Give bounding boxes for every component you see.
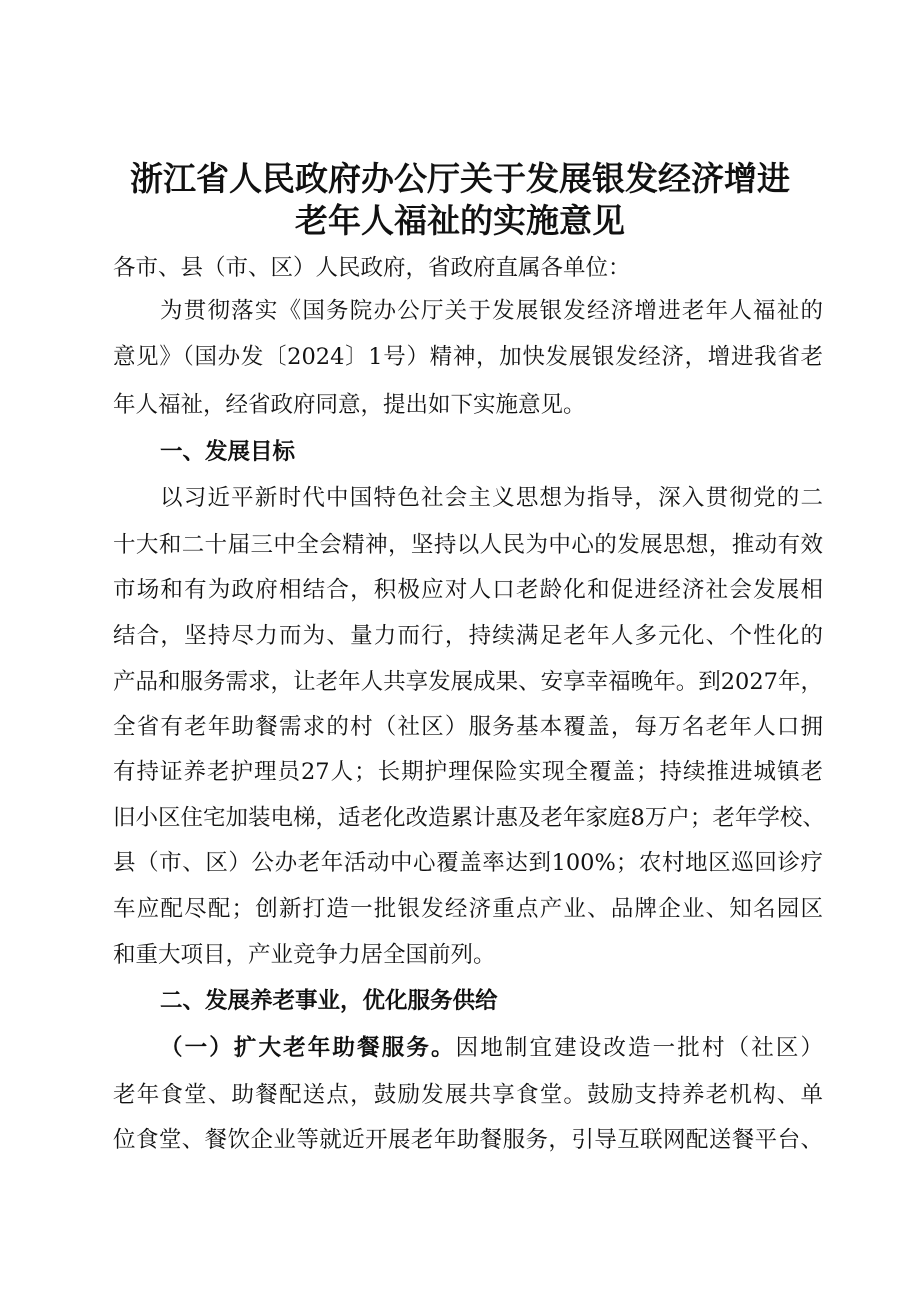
- paragraph-line: 市场和有为政府相结合，积极应对人口老龄化和促进经济社会发展相: [113, 577, 823, 603]
- paragraph-line: 车应配尽配；创新打造一批银发经济重点产业、品牌企业、知名园区: [113, 896, 823, 922]
- paragraph-line: 老年食堂、助餐配送点，鼓励发展共享食堂。鼓励支持养老机构、单: [113, 1082, 823, 1108]
- paragraph-line: 有持证养老护理员27人；长期护理保险实现全覆盖；持续推进城镇老: [113, 759, 823, 785]
- paragraph-line: 县（市、区）公办老年活动中心覆盖率达到100%；农村地区巡回诊疗: [113, 850, 823, 876]
- paragraph-line: 旧小区住宅加装电梯，适老化改造累计惠及老年家庭8万户；老年学校、: [113, 805, 825, 831]
- section-heading-services: 二、发展养老事业，优化服务供给: [160, 988, 498, 1014]
- paragraph-line: 位食堂、餐饮企业等就近开展老年助餐服务，引导互联网配送餐平台、: [113, 1127, 823, 1153]
- paragraph-line: 全省有老年助餐需求的村（社区）服务基本覆盖，每万名老年人口拥: [113, 714, 823, 740]
- paragraph-line: 产品和服务需求，让老年人共享发展成果、安享幸福晚年。到2027年，: [113, 669, 823, 695]
- paragraph-line: 十大和二十届三中全会精神，坚持以人民为中心的发展思想，推动有效: [113, 532, 823, 558]
- intro-line: 为贯彻落实《国务院办公厅关于发展银发经济增进老年人福祉的: [160, 298, 823, 324]
- section-heading-goals: 一、发展目标: [160, 439, 296, 465]
- subsection-lead: （一）扩大老年助餐服务。: [160, 1035, 456, 1061]
- intro-line: 年人福祉，经省政府同意，提出如下实施意见。: [113, 392, 586, 418]
- subsection-first-line: [160, 1033, 823, 1063]
- intro-line: 意见》（国办发〔2024〕1号）精神，加快发展银发经济，增进我省老: [113, 344, 823, 370]
- document-title-line-1: 浙江省人民政府办公厅关于发展银发经济增进: [130, 159, 790, 198]
- salutation: 各市、县（市、区）人民政府，省政府直属各单位：: [113, 255, 631, 281]
- document-title-line-2: 老年人福祉的实施意见: [295, 201, 625, 240]
- subsection-first-text: 因地制宜建设改造一批村（社区）: [455, 1035, 823, 1061]
- paragraph-line: 和重大项目，产业竞争力居全国前列。: [113, 942, 496, 968]
- paragraph-line: 以习近平新时代中国特色社会主义思想为指导，深入贯彻党的二: [160, 485, 823, 511]
- paragraph-line: 结合，坚持尽力而为、量力而行，持续满足老年人多元化、个性化的: [113, 623, 823, 649]
